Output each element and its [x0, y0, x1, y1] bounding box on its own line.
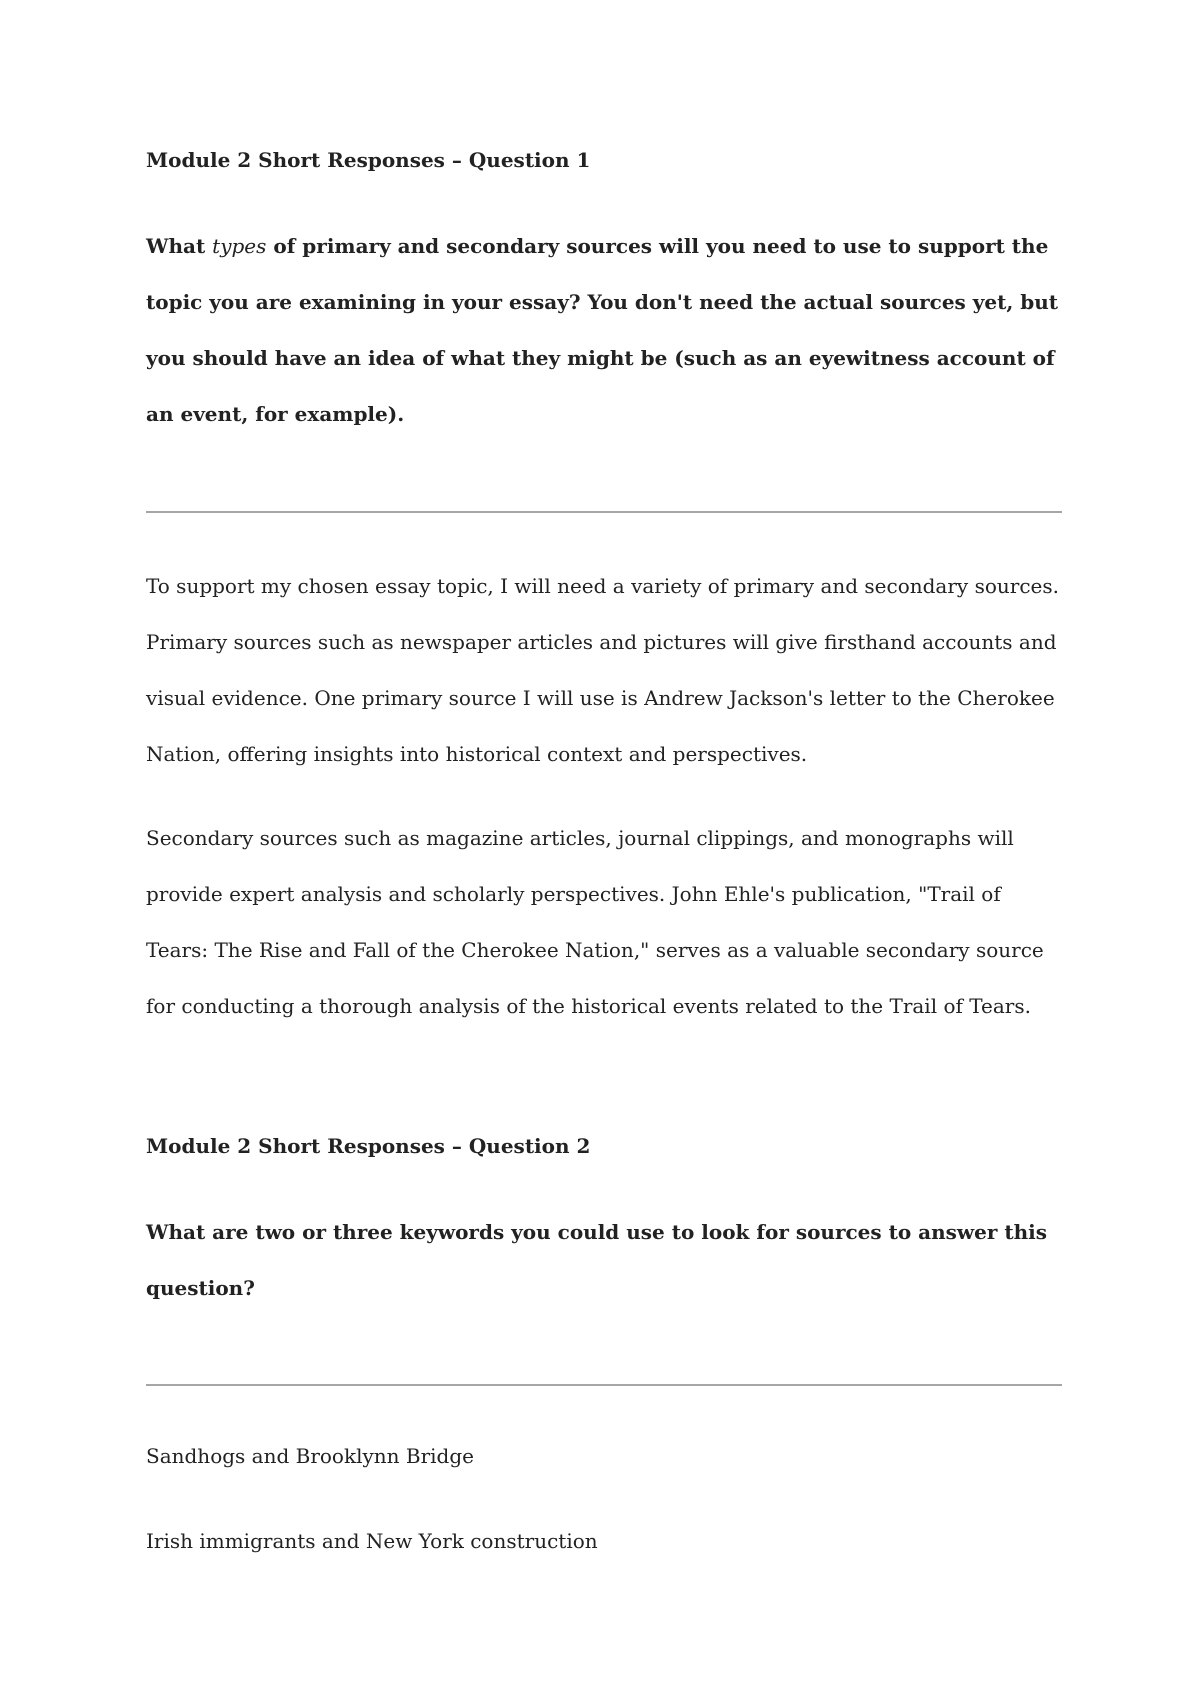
keyword-item: Sandhogs and Brooklynn Bridge [146, 1444, 474, 1468]
question-1-answer-paragraph-2: Secondary sources such as magazine articles, journal clippings, and monographs will provide expert analysis and scholarly perspectives. John Ehle's publication, "Trail of Tears: The Rise and Fall of the Cherokee Nation," serves as a valuable secondary source for conducting a thorough analysis of the historical events related to the Trail of Tears. [146, 826, 1044, 1018]
question-2-divider [146, 1384, 1062, 1386]
question-2-prompt: What are two or three keywords you could use to look for sources to answer this question? [146, 1220, 1047, 1300]
document-page [146, 0, 1062, 1696]
question-1-divider [146, 511, 1062, 513]
question-1-heading: Module 2 Short Responses – Question 1 [146, 148, 591, 172]
question-1-prompt [146, 218, 1062, 442]
keyword-item: Irish immigrants and New York construction [146, 1529, 598, 1553]
question-1-prompt-start: What [146, 234, 213, 258]
question-1-prompt-emphasis: types [212, 234, 267, 258]
question-1-prompt-end: of primary and secondary sources will you need to use to support the topic you are examining in your essay? You don't need the actual sources yet, but you should have an idea of what they might be (such as an eyewitness account of an event, for example). [146, 234, 1059, 426]
question-2-heading: Module 2 Short Responses – Question 2 [146, 1134, 591, 1158]
question-1-answer-paragraph-1: To support my chosen essay topic, I will need a variety of primary and secondary sources. Primary sources such as newspaper articles and pictures will give firsthand accounts and visual evidence. One primary source I will use is Andrew Jackson's letter to the Cherokee Nation, offering insights into historical context and perspectives. [146, 574, 1059, 766]
